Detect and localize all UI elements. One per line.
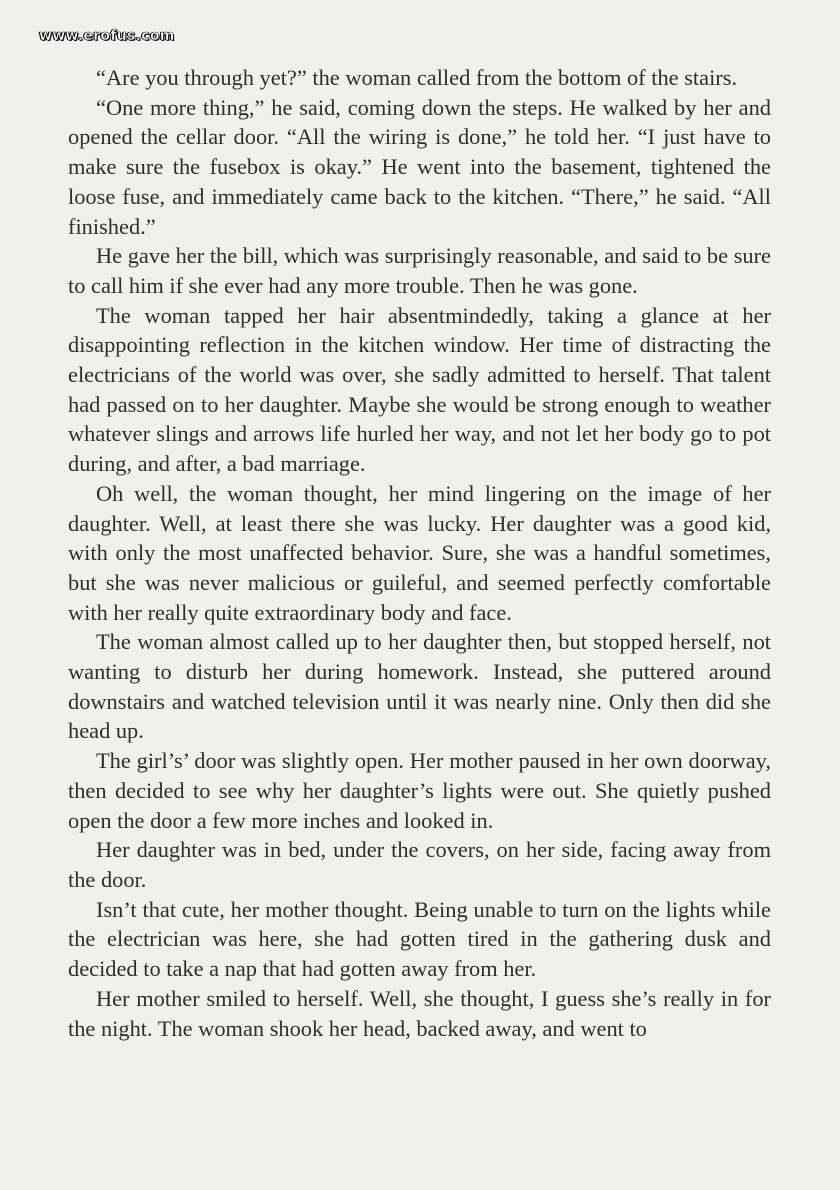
- story-text: [68, 63, 771, 1043]
- paragraph: The woman tapped her hair absentmindedly, taking a glance at her disappointing reflection in the kitchen window. Her time of distracting the electricians of the world was over, she sadly admitted to herself. That talent had passed on to her daughter. Maybe she would be strong enough to weather whatever slings and arrows life hurled her way, and not let her body go to pot during, and after, a bad marriage.: [68, 302, 771, 477]
- paragraph: Oh well, the woman thought, her mind lingering on the image of her daughter. Well, at least there she was lucky. Her daughter was a good kid, with only the most unaffected behavior. Sure, she was a handful sometimes, but she was never malicious or guileful, and seemed perfectly comfortable with her really quite extraordinary body and face.: [68, 480, 771, 625]
- watermark-text: www.erofus.com: [39, 28, 175, 44]
- paragraph: The woman almost called up to her daughter then, but stopped herself, not wanting to disturb her during homework. Instead, she puttered around downstairs and watched television until it was nearly nine. Only then did she head up.: [68, 629, 771, 744]
- paragraph: “Are you through yet?” the woman called from the bottom of the stairs.: [96, 65, 738, 90]
- paragraph: Her mother smiled to herself. Well, she thought, I guess she’s really in for the night. The woman shook her head, backed away, and went to: [68, 985, 771, 1041]
- paragraph: Her daughter was in bed, under the covers, on her side, facing away from the door.: [68, 837, 771, 892]
- paragraph: He gave her the bill, which was surprisingly reasonable, and said to be sure to call him if she ever had any more trouble. Then he was gone.: [68, 243, 771, 298]
- paragraph: Isn’t that cute, her mother thought. Being unable to turn on the lights while the electrician was here, she had gotten tired in the gathering dusk and decided to take a nap that had gotten away from her.: [68, 896, 771, 982]
- paragraph: The girl’s’ door was slightly open. Her mother paused in her own doorway, then decided to see why her daughter’s lights were out. She quietly pushed open the door a few more inches and looked in.: [68, 748, 771, 833]
- paragraph: “One more thing,” he said, coming down the steps. He walked by her and opened the cellar door. “All the wiring is done,” he told her. “I just have to make sure the fusebox is okay.” He went into the basement, tightened the loose fuse, and immediately came back to the kitchen. “There,” he said. “All finished.”: [68, 94, 771, 239]
